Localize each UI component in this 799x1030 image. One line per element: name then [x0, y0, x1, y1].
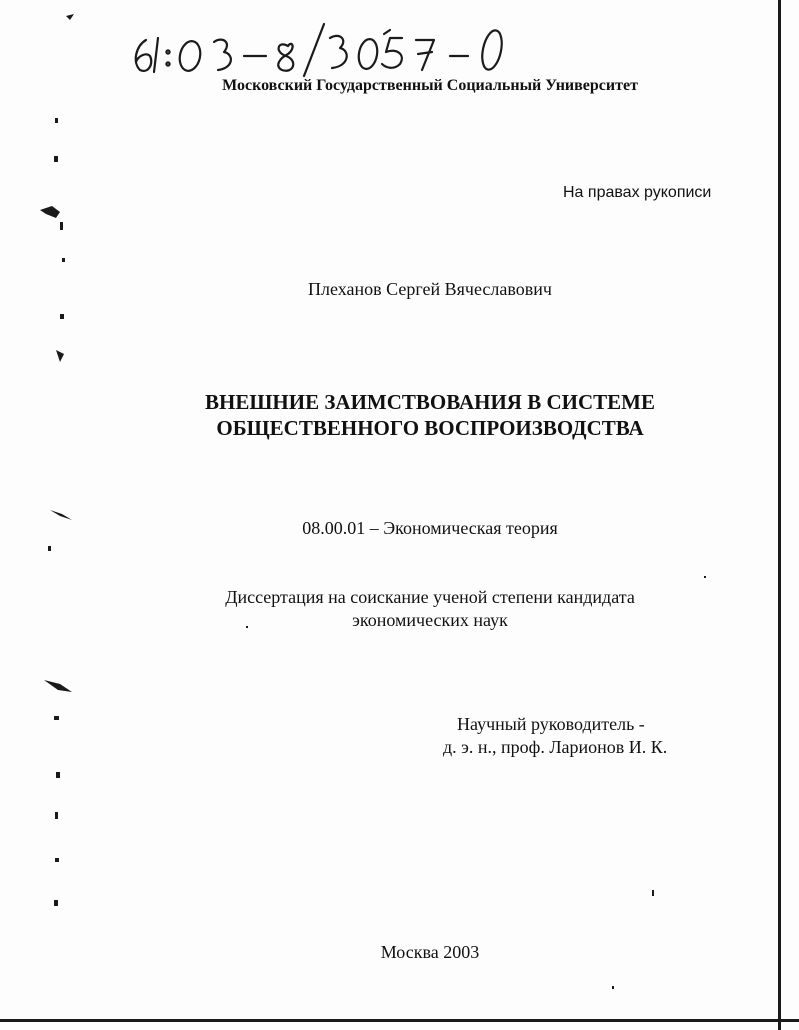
- specialty-code: 08.00.01 – Экономическая теория: [302, 518, 558, 538]
- degree-line-1: Диссертация на соискание ученой степени кандидата: [225, 587, 635, 607]
- city-year: Москва 2003: [380, 942, 480, 962]
- title-line-1: ВНЕШНИЕ ЗАИМСТВОВАНИЯ В СИСТЕМЕ: [205, 390, 655, 414]
- title-line-2: ОБЩЕСТВЕННОГО ВОСПРОИЗВОДСТВА: [216, 416, 644, 440]
- author-name: Плеханов Сергей Вячеславович: [308, 279, 552, 299]
- advisor-name: д. э. н., проф. Ларионов И. К.: [443, 737, 668, 757]
- manuscript-rights-note: На правах рукописи: [563, 184, 712, 201]
- degree-line-2: экономических наук: [352, 610, 508, 630]
- advisor-label: Научный руководитель -: [457, 714, 645, 734]
- university-name: Московский Государственный Социальный Университет: [222, 77, 638, 94]
